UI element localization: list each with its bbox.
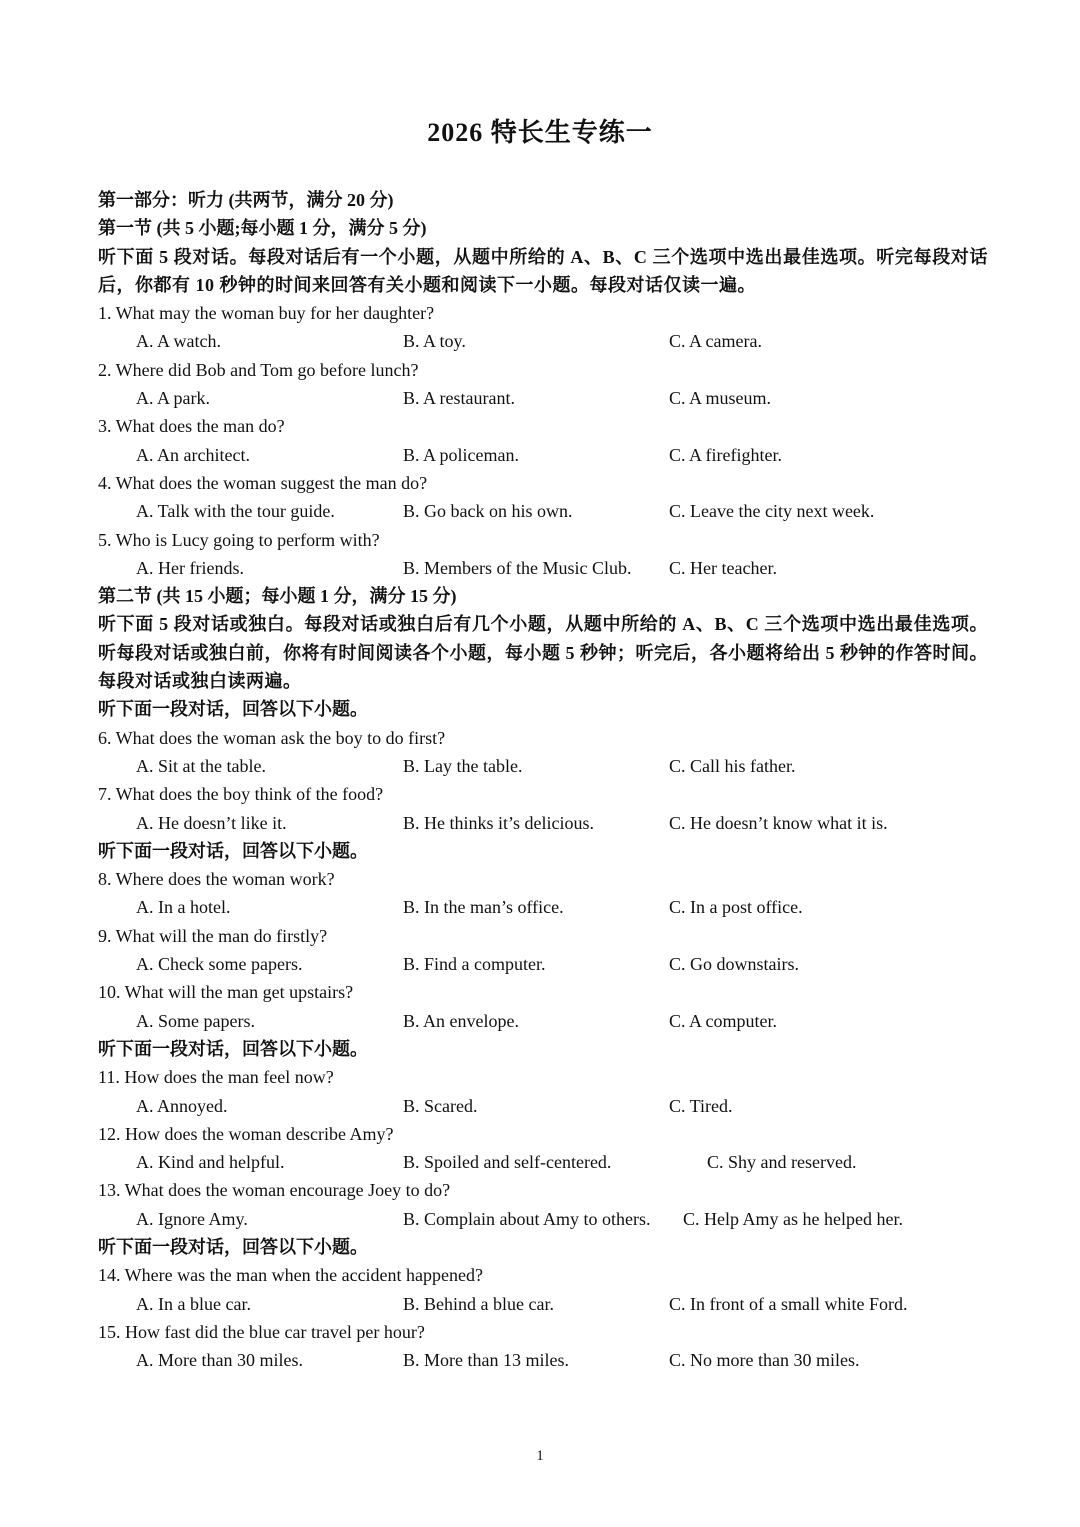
option-c: C. He doesn’t know what it is. <box>669 812 888 833</box>
question-block <box>98 1261 988 1318</box>
question-block <box>98 469 988 526</box>
question-text: 5. Who is Lucy going to perform with? <box>98 529 380 550</box>
option-a: A. He doesn’t like it. <box>136 812 287 833</box>
part1-heading: 第一部分：听力 (共两节，满分 20 分) <box>98 190 394 210</box>
question-options <box>98 1346 988 1374</box>
question-block <box>98 865 988 922</box>
question-text: 8. Where does the woman work? <box>98 869 335 890</box>
option-c: C. No more than 30 miles. <box>669 1350 860 1371</box>
option-c: C. A camera. <box>669 331 762 352</box>
option-c: C. In front of a small white Ford. <box>669 1293 908 1314</box>
option-b: B. Scared. <box>403 1095 478 1116</box>
question-block <box>98 1176 988 1233</box>
page-number: 1 <box>536 1448 544 1464</box>
dialog-prompt: 听下面一段对话，回答以下小题。 <box>98 699 368 720</box>
option-b: B. Members of the Music Club. <box>403 557 632 578</box>
section1-heading: 第一节 (共 5 小题;每小题 1 分，满分 5 分) <box>98 218 427 239</box>
question-text: 3. What does the man do? <box>98 416 285 437</box>
option-b: B. In the man’s office. <box>403 897 564 918</box>
question-text: 7. What does the boy think of the food? <box>98 784 384 805</box>
question-block <box>98 1318 988 1375</box>
question-block <box>98 412 988 469</box>
question-text: 1. What may the woman buy for her daughter? <box>98 303 435 324</box>
question-text: 10. What will the man get upstairs? <box>98 982 354 1003</box>
question-text: 12. How does the woman describe Amy? <box>98 1123 394 1144</box>
section2-instructions: 听下面 5 段对话或独白。每段对话或独白后有几个小题，从题中所给的 A、B、C 三个选项中选出最佳选项。听每段对话或独白前，你将有时间阅读各个小题，每小题 5 秒钟；听完后，各小题将给出 5 秒钟的作答时间。每段对话或独白读两遍。 <box>98 614 988 692</box>
option-a: A. Her friends. <box>136 557 244 578</box>
dialog-prompt: 听下面一段对话，回答以下小题。 <box>98 1236 368 1257</box>
option-a: A. Some papers. <box>136 1010 255 1031</box>
option-a: A. Kind and helpful. <box>136 1152 285 1173</box>
question-block <box>98 356 988 413</box>
option-a: A. In a blue car. <box>136 1293 251 1314</box>
option-b: B. A restaurant. <box>403 388 515 409</box>
option-b: B. He thinks it’s delicious. <box>403 812 594 833</box>
option-b: B. A toy. <box>403 331 466 352</box>
option-c: C. Her teacher. <box>669 557 777 578</box>
question-options <box>98 1092 988 1120</box>
option-c: C. Help Amy as he helped her. <box>683 1208 903 1229</box>
option-b: B. Behind a blue car. <box>403 1293 554 1314</box>
question-block <box>98 978 988 1035</box>
option-b: B. Complain about Amy to others. <box>403 1208 651 1229</box>
option-c: C. A computer. <box>669 1010 777 1031</box>
option-b: B. A policeman. <box>403 444 519 465</box>
question-text: 11. How does the man feel now? <box>98 1067 334 1088</box>
option-a: A. Ignore Amy. <box>136 1208 248 1229</box>
option-c: C. Tired. <box>669 1095 733 1116</box>
question-options <box>98 1007 988 1035</box>
question-options <box>98 893 988 921</box>
option-c: C. In a post office. <box>669 897 803 918</box>
option-c: C. Go downstairs. <box>669 954 799 975</box>
question-options <box>98 1290 988 1318</box>
question-text: 13. What does the woman encourage Joey to do? <box>98 1180 451 1201</box>
option-a: A. An architect. <box>136 444 250 465</box>
option-a: A. Talk with the tour guide. <box>136 501 335 522</box>
question-options <box>98 497 988 525</box>
option-a: A. Check some papers. <box>136 954 303 975</box>
question-text: 2. Where did Bob and Tom go before lunch? <box>98 359 419 380</box>
option-b: B. An envelope. <box>403 1010 519 1031</box>
option-c: C. Shy and reserved. <box>707 1152 857 1173</box>
question-options <box>98 752 988 780</box>
page-title: 2026 特长生专练一 <box>427 118 653 147</box>
question-text: 14. Where was the man when the accident happened? <box>98 1265 484 1286</box>
question-options <box>98 384 988 412</box>
option-b: B. Find a computer. <box>403 954 546 975</box>
dialog-prompt: 听下面一段对话，回答以下小题。 <box>98 840 368 861</box>
option-a: A. A park. <box>136 388 210 409</box>
question-options <box>98 809 988 837</box>
question-options <box>98 1148 988 1176</box>
dialog-prompt: 听下面一段对话，回答以下小题。 <box>98 1038 368 1059</box>
question-options <box>98 554 988 582</box>
option-a: A. More than 30 miles. <box>136 1350 303 1371</box>
option-c: C. A museum. <box>669 388 772 409</box>
question-block <box>98 1063 988 1120</box>
question-text: 9. What will the man do firstly? <box>98 925 328 946</box>
option-c: C. Leave the city next week. <box>669 501 875 522</box>
option-c: C. A firefighter. <box>669 444 782 465</box>
option-a: A. Annoyed. <box>136 1095 228 1116</box>
document-body <box>98 186 988 1374</box>
option-a: A. A watch. <box>136 331 221 352</box>
question-block <box>98 922 988 979</box>
question-text: 6. What does the woman ask the boy to do first? <box>98 727 446 748</box>
question-options <box>98 441 988 469</box>
option-b: B. Lay the table. <box>403 755 523 776</box>
question-options <box>98 1205 988 1233</box>
option-b: B. Spoiled and self-centered. <box>403 1152 612 1173</box>
option-b: B. Go back on his own. <box>403 501 573 522</box>
option-b: B. More than 13 miles. <box>403 1350 569 1371</box>
option-a: A. In a hotel. <box>136 897 231 918</box>
question-block <box>98 1120 988 1177</box>
section2-heading: 第二节 (共 15 小题；每小题 1 分，满分 15 分) <box>98 586 457 607</box>
question-options <box>98 327 988 355</box>
option-a: A. Sit at the table. <box>136 755 266 776</box>
question-text: 4. What does the woman suggest the man do? <box>98 472 428 493</box>
question-block <box>98 724 988 781</box>
question-block <box>98 299 988 356</box>
section1-instructions: 听下面 5 段对话。每段对话后有一个小题，从题中所给的 A、B、C 三个选项中选出最佳选项。听完每段对话后，你都有 10 秒钟的时间来回答有关小题和阅读下一小题。每段对话仅读一遍。 <box>98 246 988 295</box>
question-text: 15. How fast did the blue car travel per hour? <box>98 1321 425 1342</box>
option-c: C. Call his father. <box>669 755 796 776</box>
question-options <box>98 950 988 978</box>
question-block <box>98 780 988 837</box>
question-block <box>98 526 988 583</box>
